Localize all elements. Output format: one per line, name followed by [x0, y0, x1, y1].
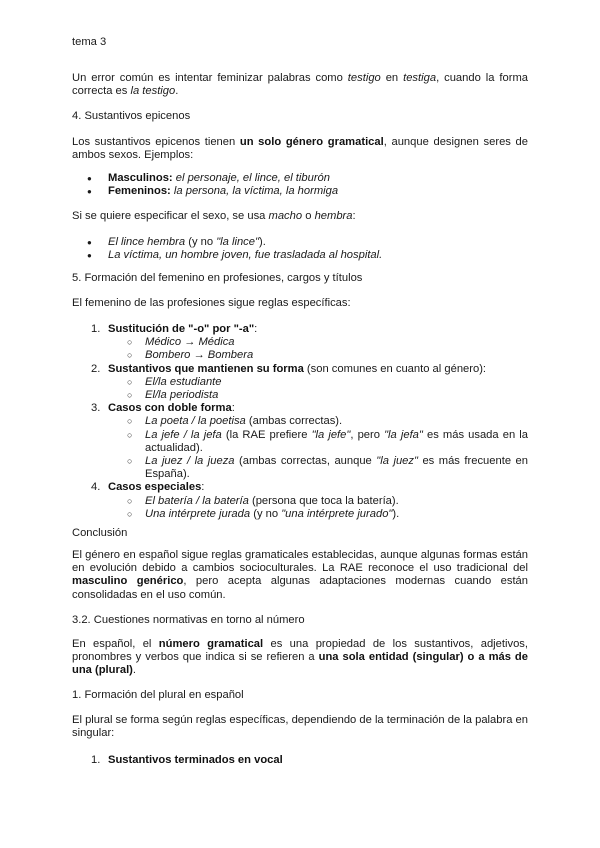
paragraph-error: Un error común es intentar feminizar palabras como testigo en testiga, cuando la forma correcta es la testigo. — [72, 72, 528, 98]
list-item: 2. Sustantivos que mantienen su forma (son comunes en cuanto al género): — [91, 362, 487, 375]
sub-item: ○ Una intérprete jurada (y no "una intérprete jurado"). — [72, 508, 528, 521]
list-item: ● El lince hembra (y no "la lince"). — [72, 236, 528, 249]
list-item: 1. Sustantivos terminados en vocal — [91, 754, 283, 766]
sub-item: ○ Bombero → Bombera — [72, 349, 528, 362]
sub-item: ○ La jefe / la jefa (la RAE prefiere "la jefe", pero "la jefa" es más usada en la actualidad). — [72, 429, 528, 455]
sub-item: ○ El/la periodista — [72, 389, 528, 402]
sub-item: ○ Médico → Médica — [72, 336, 528, 349]
heading-conclusion: Conclusión — [72, 527, 128, 539]
heading-formacion: 5. Formación del femenino en profesiones, cargos y títulos — [72, 272, 363, 284]
paragraph-epicenos: Los sustantivos epicenos tienen un solo género gramatical, aunque designen seres de ambos sexos. Ejemplos: — [72, 136, 528, 162]
heading-plural: 1. Formación del plural en español — [72, 689, 244, 701]
list-item: ● Masculinos: el personaje, el lince, el tiburón — [72, 172, 528, 185]
sub-item: ○ La poeta / la poetisa (ambas correctas). — [72, 415, 528, 428]
paragraph-numero: En español, el número gramatical es una propiedad de los sustantivos, adjetivos, pronombres y verbos que indica si se refieren a una sola entidad (singular) o a más de una (plural). — [72, 638, 528, 677]
sub-item: ○ El batería / la batería (persona que toca la batería). — [72, 495, 528, 508]
sub-item: ○ El/la estudiante — [72, 376, 528, 389]
list-item: ● Femeninos: la persona, la víctima, la hormiga — [72, 185, 528, 198]
plural-list — [72, 754, 528, 767]
sexo-list — [72, 236, 528, 262]
list-item: ● La víctima, un hombre joven, fue trasladada al hospital. — [72, 249, 528, 262]
paragraph-formacion: El femenino de las profesiones sigue reglas específicas: — [72, 297, 351, 309]
formacion-list — [72, 323, 528, 521]
paragraph-sexo: Si se quiere especificar el sexo, se usa macho o hembra: — [72, 210, 356, 222]
list-item: 3. Casos con doble forma: — [91, 402, 235, 415]
heading-numero: 3.2. Cuestiones normativas en torno al número — [72, 614, 305, 626]
page-header: tema 3 — [72, 36, 107, 48]
sub-item: ○ La juez / la jueza (ambas correctas, aunque "la juez" es más frecuente en España). — [72, 455, 528, 481]
list-item: 4. Casos especiales: — [91, 481, 205, 494]
paragraph-conclusion: El género en español sigue reglas gramaticales establecidas, aunque algunas formas están en evolución debido a cambios socioculturales. La RAE reconoce el uso tradicional del masculino genérico, pero acepta algunas adaptaciones modernas cuando están consolidadas en el uso común. — [72, 549, 528, 601]
epicenos-list — [72, 172, 528, 198]
paragraph-plural: El plural se forma según reglas específicas, dependiendo de la terminación de la palabra en singular: — [72, 714, 528, 740]
list-item: 1. Sustitución de "-o" por "-a": — [91, 323, 258, 335]
heading-epicenos: 4. Sustantivos epicenos — [72, 110, 191, 122]
